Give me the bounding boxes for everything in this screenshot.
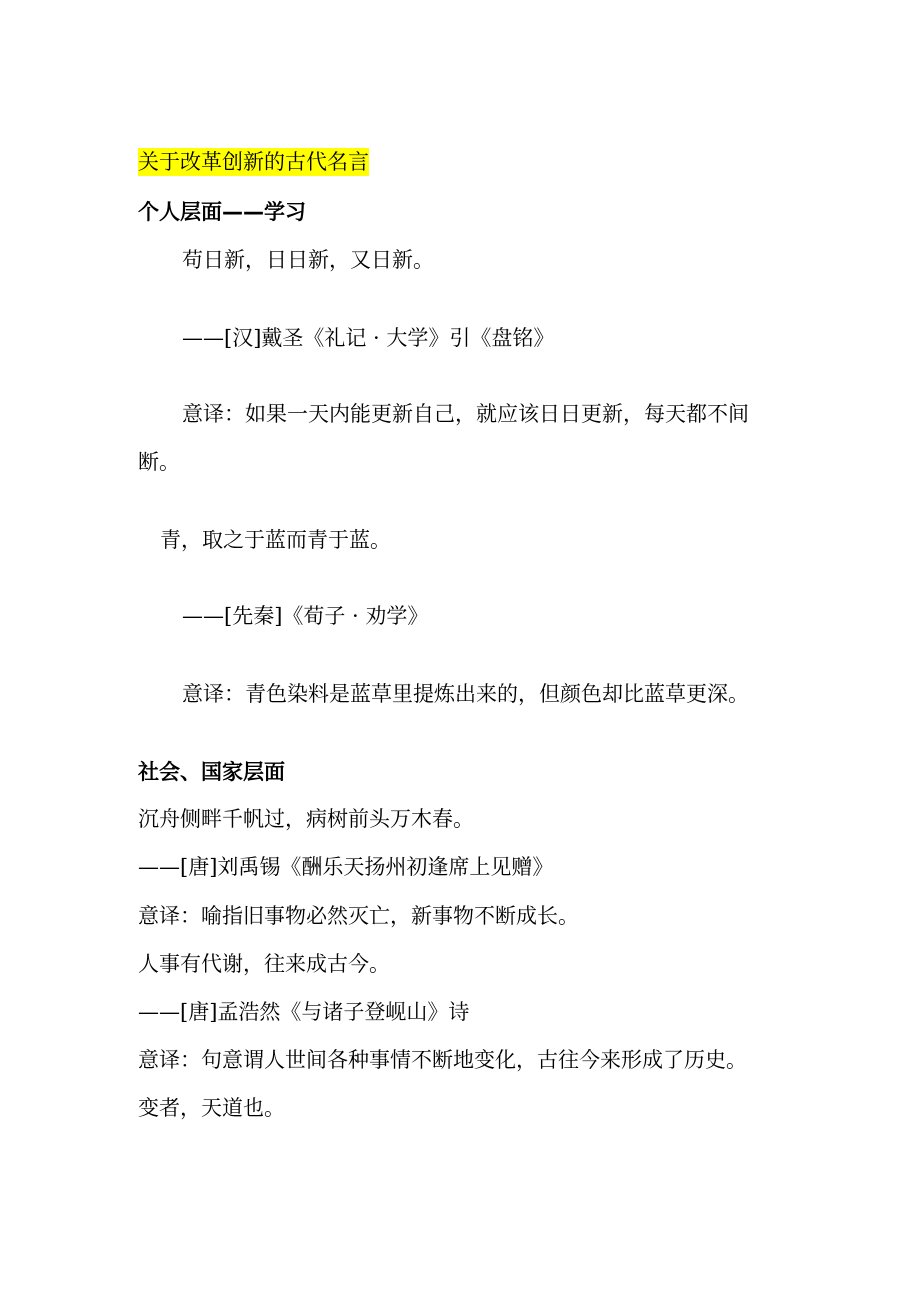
section-heading-society: 社会、国家层面 — [138, 760, 285, 784]
quote-text: 人事有代谢，往来成古今。 — [138, 952, 390, 976]
quote-text: 变者，天道也。 — [138, 1096, 285, 1120]
quote-translation: 意译：句意谓人世间各种事情不断地变化，古往今来形成了历史。 — [138, 1048, 747, 1072]
quote-translation: 意译：如果一天内能更新自己，就应该日日更新，每天都不间 — [182, 402, 749, 426]
quote-translation: 意译：青色染料是蓝草里提炼出来的，但颜色却比蓝草更深。 — [182, 682, 749, 706]
quote-source: ——[先秦]《荀子 · 劝学》 — [182, 604, 429, 628]
quote-source: ——[唐]刘禹锡《酬乐天扬州初逢席上见赠》 — [138, 855, 554, 879]
quote-source: ——[汉]戴圣《礼记 · 大学》引《盘铭》 — [182, 326, 555, 350]
quote-translation-continued: 断。 — [138, 450, 180, 474]
quote-text: 青，取之于蓝而青于蓝。 — [160, 528, 391, 552]
quote-translation: 意译：喻指旧事物必然灭亡，新事物不断成长。 — [138, 904, 579, 928]
section-heading-personal: 个人层面——学习 — [138, 200, 306, 224]
quote-text: 苟日新，日日新，又日新。 — [182, 248, 434, 272]
document-title: 关于改革创新的古代名言 — [138, 150, 369, 174]
quote-source: ——[唐]孟浩然《与诸子登岘山》诗 — [138, 1000, 470, 1024]
quote-text: 沉舟侧畔千帆过，病树前头万木春。 — [138, 807, 474, 831]
